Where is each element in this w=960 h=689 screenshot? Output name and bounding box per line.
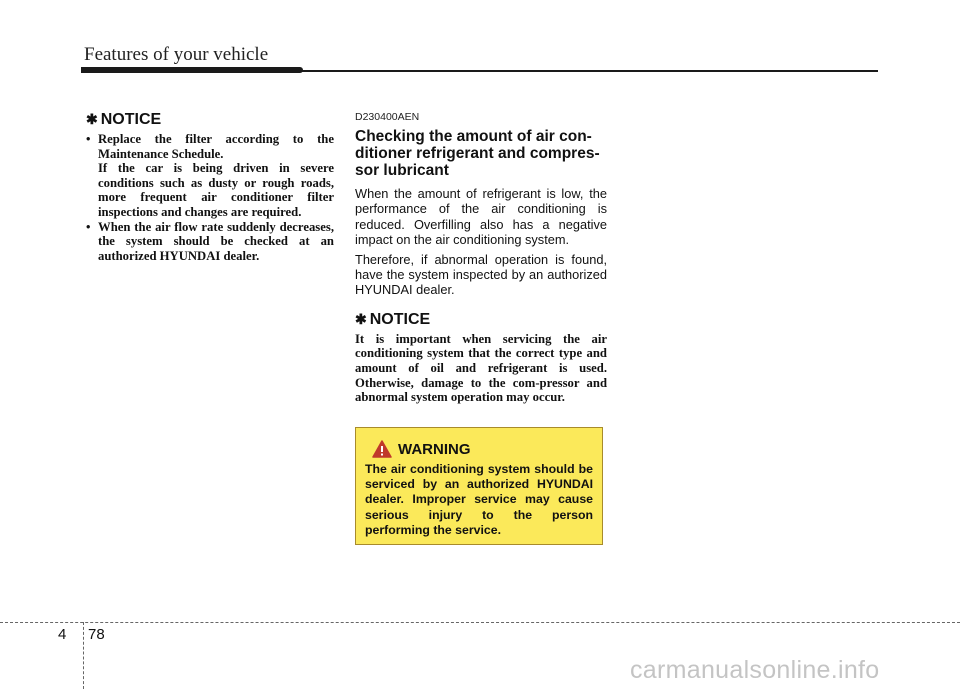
notice-text: It is important when servicing the air conditioning system that the correct type and amount of oil and refrigerant is used. Otherwise, damage to the com-pressor and abnormal system operation may occur.	[355, 331, 607, 405]
body-paragraph: Therefore, if abnormal operation is found, have the system inspected by an authorized HYUNDAI dealer.	[355, 251, 607, 298]
footer-rule	[0, 622, 960, 623]
header-rule-thin	[300, 70, 878, 72]
page-header-title: Features of your vehicle	[84, 44, 269, 65]
right-column	[355, 111, 607, 405]
chapter-number: 4	[58, 626, 67, 643]
list-item	[86, 220, 334, 264]
bullet-line: • When the air flow rate suddenly decreases, the system should be checked at an authorized HYUNDAI dealer.	[98, 219, 334, 263]
bullet-line: • Replace the filter according to the Maintenance Schedule.	[98, 132, 334, 161]
page-number: 78	[88, 626, 105, 643]
warning-box	[355, 427, 603, 545]
star-cross-icon: ✱	[355, 310, 367, 327]
notice-heading-label: NOTICE	[100, 111, 162, 128]
bullet-line: If the car is being driven in severe conditions such as dusty or rough roads, more frequent air conditioner filter inspections and changes are required.	[98, 161, 334, 219]
section-title: Checking the amount of air con-ditioner refrigerant and compres-sor lubricant	[355, 128, 600, 179]
section-code: D230400AEN	[355, 111, 420, 123]
star-cross-icon: ✱	[86, 111, 98, 127]
notice-heading-right	[355, 311, 607, 329]
warning-header	[372, 440, 593, 458]
warning-triangle-icon	[372, 440, 392, 458]
notice-bullet-list	[86, 132, 334, 263]
left-column	[86, 111, 334, 263]
notice-block-right	[355, 311, 607, 405]
body-paragraph: When the amount of refrigerant is low, the performance of the air conditioning is reduced. Overfilling also has a negative impact on the air conditioning system.	[355, 186, 607, 248]
footer-divider	[83, 622, 84, 689]
list-item	[86, 132, 334, 220]
watermark: carmanualsonline.info	[630, 656, 880, 684]
warning-text: The air conditioning system should be serviced by an authorized HYUNDAI dealer. Improper service may cause serious injury to the person performing the service.	[365, 462, 593, 537]
notice-heading-left	[86, 111, 334, 129]
header-rule-thick	[81, 67, 303, 73]
warning-title: WARNING	[398, 440, 471, 458]
notice-heading-label: NOTICE	[369, 310, 431, 328]
